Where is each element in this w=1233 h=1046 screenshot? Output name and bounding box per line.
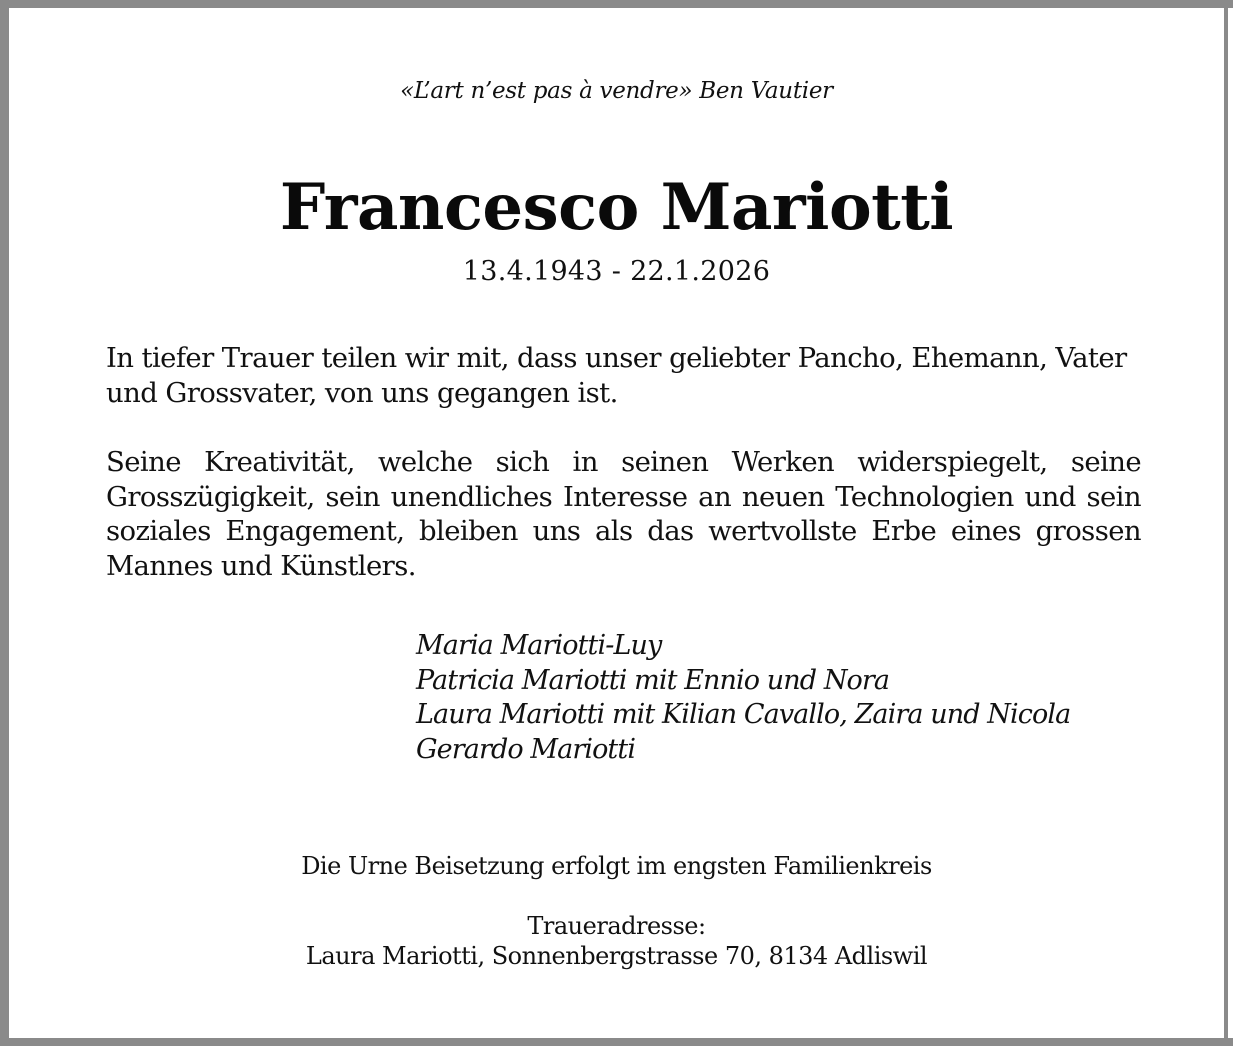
mourning-address: Laura Mariotti, Sonnenbergstrasse 70, 8134 Adliswil — [305, 942, 928, 970]
page-right-edge — [1228, 8, 1233, 1038]
family-member: Laura Mariotti mit Kilian Cavallo, Zaira und Nicola — [416, 699, 1071, 730]
life-dates: 13.4.1943 - 22.1.2026 — [462, 256, 771, 287]
family-member: Maria Mariotti-Luy — [416, 630, 662, 661]
tribute-paragraph: Seine Kreativität, welche sich in seinen Werken widerspiegelt, seine Grosszügigkeit, sein unendliches Interesse an neuen Technologien und sein soziales Engagement, bleiben uns als das wertvollste Erbe eines grossen Mannes und Künstlers. — [106, 446, 1141, 582]
deceased-name: Francesco Mariotti — [279, 170, 954, 245]
address-label: Traueradresse: — [527, 912, 706, 940]
announcement-paragraph: In tiefer Trauer teilen wir mit, dass unser geliebter Pancho, Ehemann, Vater und Grossvater, von uns gegangen ist. — [106, 342, 1127, 409]
burial-note: Die Urne Beisetzung erfolgt im engsten Familienkreis — [301, 852, 932, 880]
family-list — [416, 629, 1176, 767]
family-member: Gerardo Mariotti — [416, 733, 636, 765]
epigraph-quote: «L’art n’est pas à vendre» Ben Vautier — [400, 78, 833, 104]
family-member: Patricia Mariotti mit Ennio und Nora — [416, 664, 890, 696]
